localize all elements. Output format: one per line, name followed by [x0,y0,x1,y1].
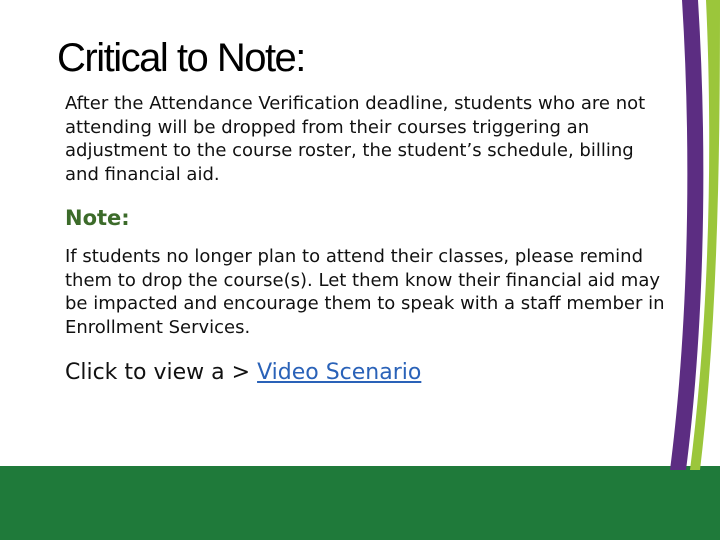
video-scenario-line [65,358,421,388]
paragraph-attendance-deadline: After the Attendance Verification deadline, students who are not attending will be dropped from their courses triggering an adjustment to the course roster, the student’s schedule, billing and financial aid. [65,93,646,185]
purple-accent-stripe [670,0,703,470]
video-scenario-link[interactable]: Video Scenario [257,360,422,385]
paragraph-drop-reminder: If students no longer plan to attend their classes, please remind them to drop the course(s). Let them know their financial aid may be impacted and encourage them to speak with a staff member in Enrollment Services. [65,246,665,338]
slide-title: Critical to Note: [57,36,305,80]
lime-accent-stripe [690,0,720,470]
cta-prefix: Click to view a > [65,360,258,385]
note-heading: Note: [65,206,130,230]
bottom-green-band [0,466,720,540]
